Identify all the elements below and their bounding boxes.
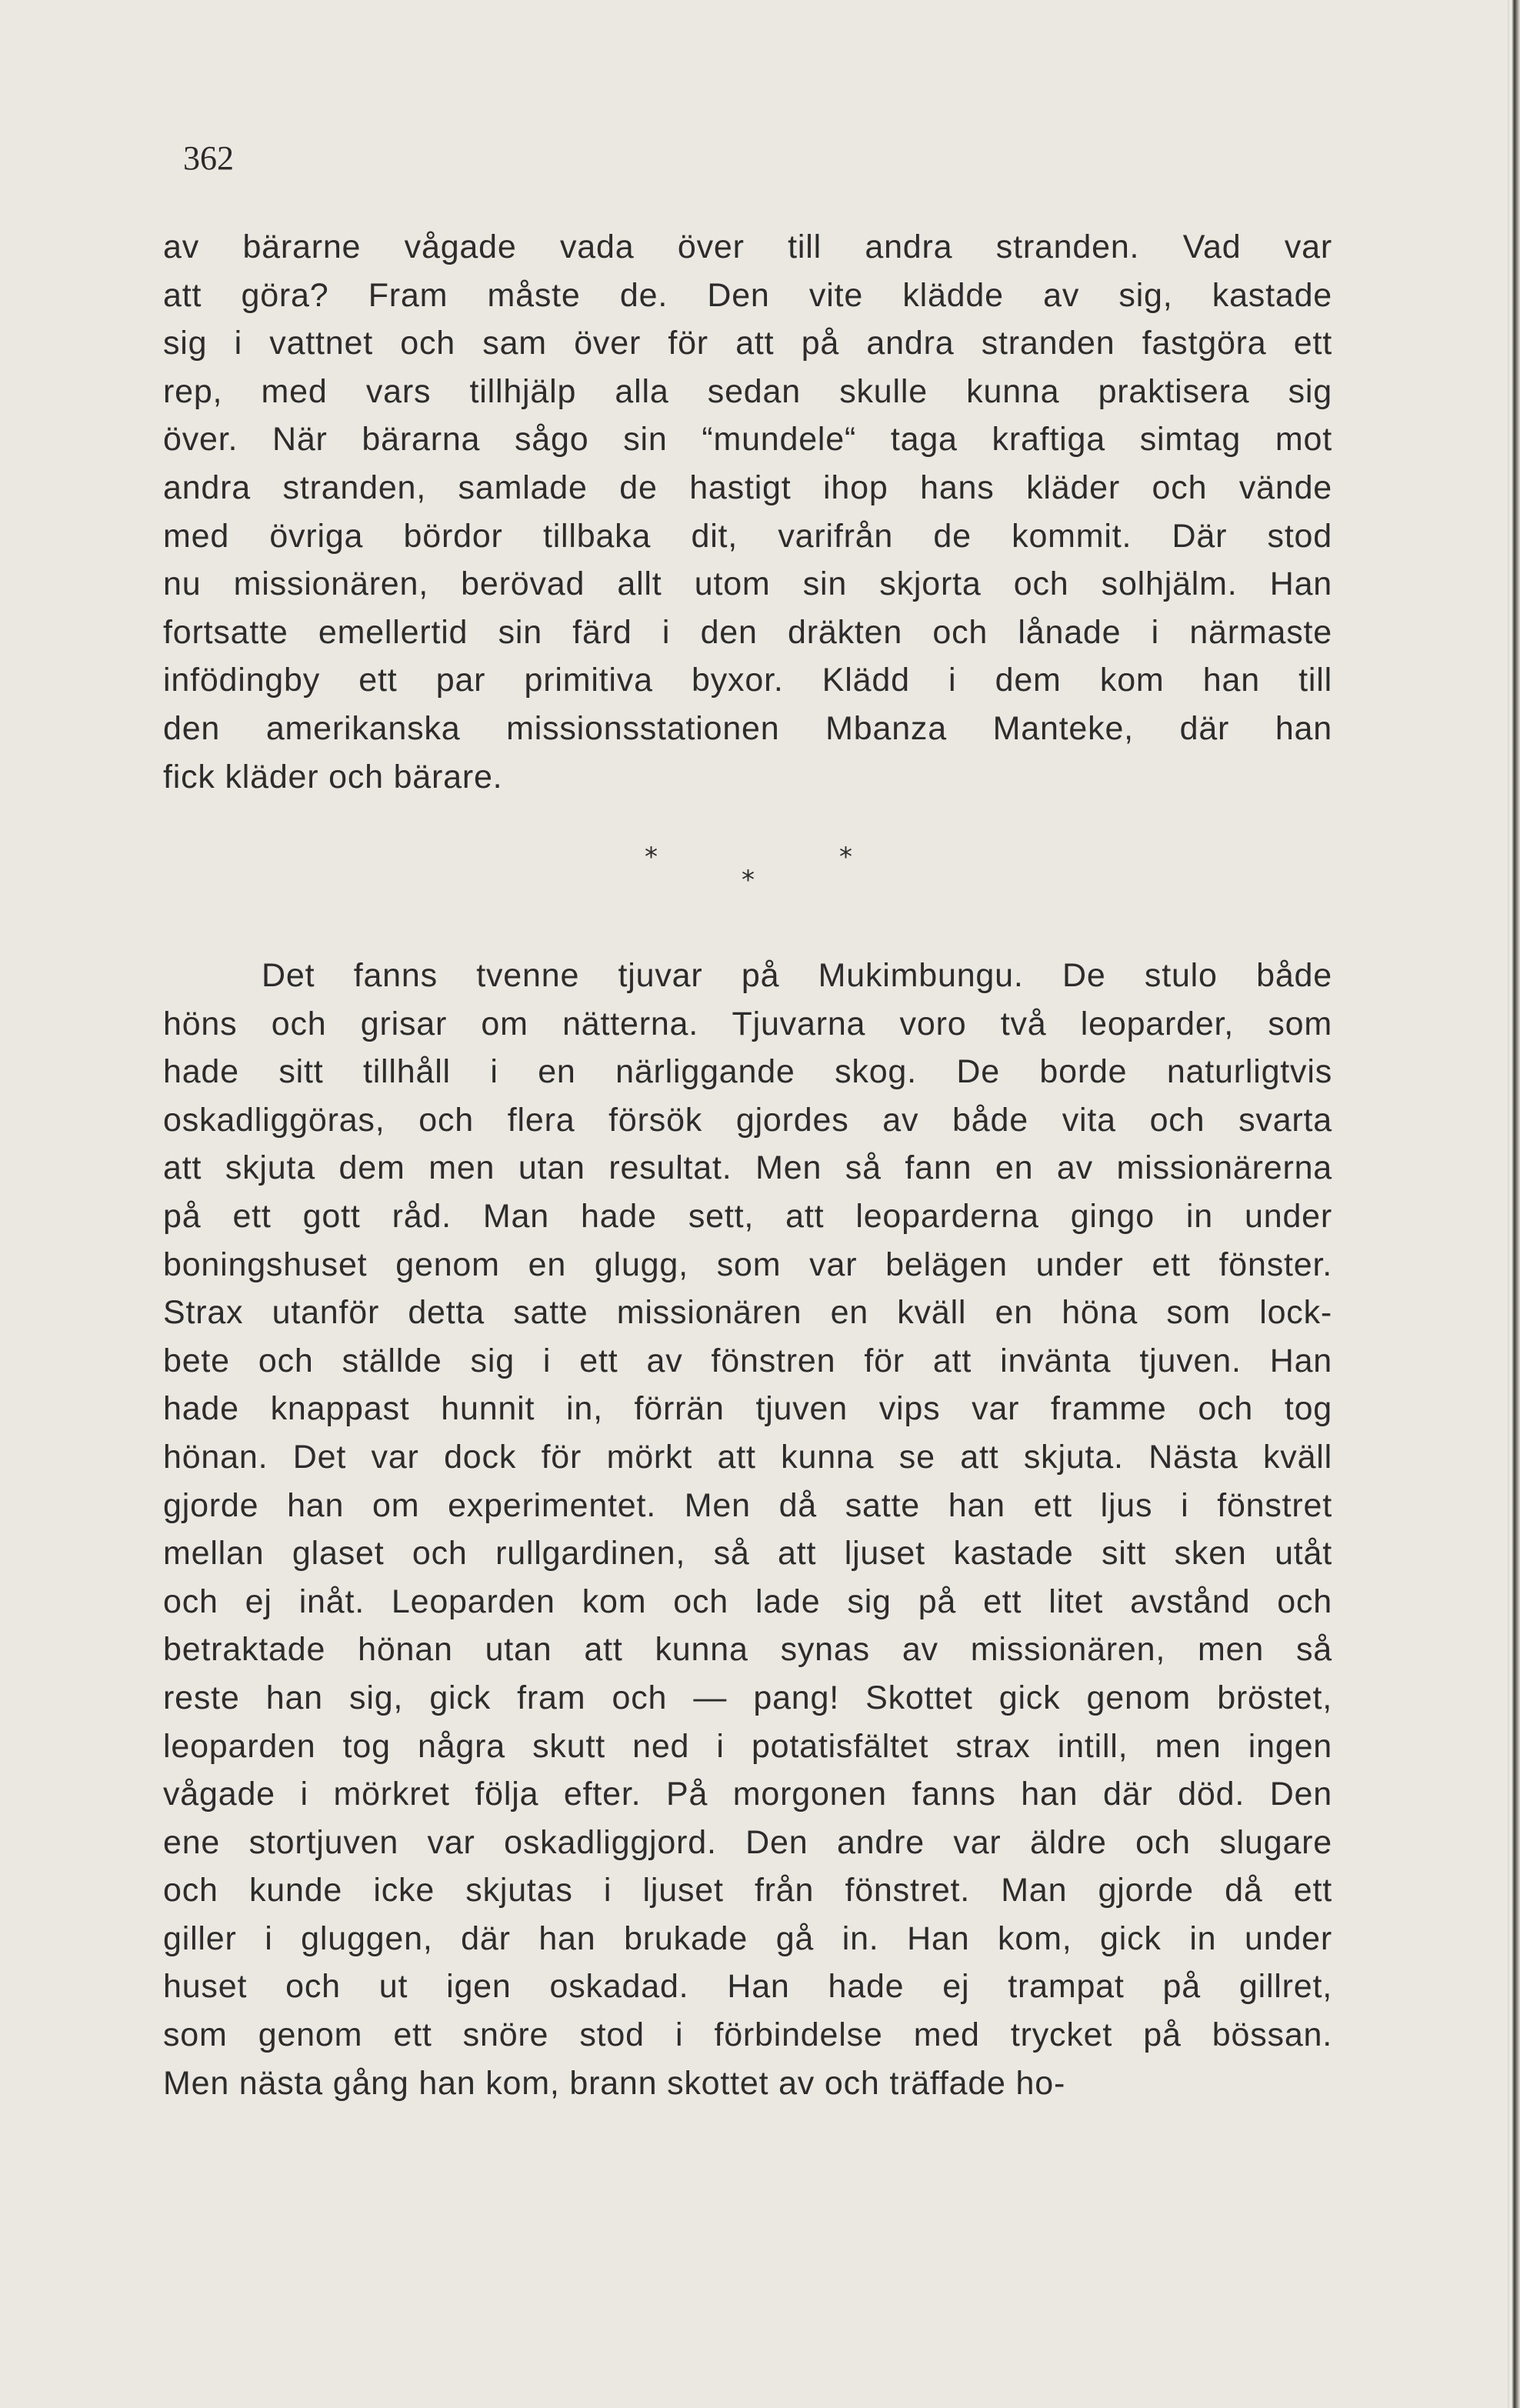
text-line: över. När bärarna sågo sin “mundele“ taga kraftiga simtag mot [163, 421, 1332, 459]
text-line: Det fanns tvenne tjuvar på Mukimbungu. De stulo både [262, 957, 1332, 994]
text-line: nu missionären, berövad allt utom sin skjorta och solhjälm. Han [163, 565, 1332, 603]
text-line: och ej inåt. Leoparden kom och lade sig på ett litet avstånd och [163, 1583, 1332, 1620]
text-line: reste han sig, gick fram och — pang! Skottet gick genom bröstet, [163, 1679, 1332, 1716]
page-number: 362 [183, 139, 234, 177]
separator-star-2: * [839, 842, 852, 872]
text-line: gjorde han om experimentet. Men då satte han ett ljus i fönstret [163, 1486, 1332, 1524]
text-line: mellan glaset och rullgardinen, så att ljuset kastade sitt sken utåt [163, 1535, 1332, 1573]
text-line: att göra? Fram måste de. Den vite klädde av sig, kastade [163, 276, 1332, 314]
text-line: höns och grisar om nätterna. Tjuvarna voro två leoparder, som [163, 1005, 1332, 1042]
text-line: med övriga bördor tillbaka dit, varifrån de kommit. Där stod [163, 517, 1332, 555]
text-line: att skjuta dem men utan resultat. Men så fann en av missionärerna [163, 1149, 1332, 1187]
text-line: giller i gluggen, där han brukade gå in. Han kom, gick in under [163, 1919, 1332, 1957]
text-line: boningshuset genom en glugg, som var belägen under ett fönster. [163, 1246, 1332, 1283]
text-line: på ett gott råd. Man hade sett, att leoparderna gingo in under [163, 1197, 1332, 1235]
page-edge [1508, 0, 1520, 2408]
text-line: huset och ut igen oskadad. Han hade ej trampat på gillret, [163, 1968, 1332, 2006]
text-line: bete och ställde sig i ett av fönstren för att invänta tjuven. Han [163, 1342, 1332, 1379]
separator-star-3: * [742, 865, 755, 895]
paragraph-1 [163, 223, 1332, 801]
text-line: Strax utanför detta satte missionären en kväll en höna som lock- [163, 1294, 1332, 1332]
text-line: andra stranden, samlade de hastigt ihop hans kläder och vände [163, 469, 1332, 506]
text-line: hönan. Det var dock för mörkt att kunna se att skjuta. Nästa kväll [163, 1438, 1332, 1476]
text-line: hade knappast hunnit in, förrän tjuven vips var framme och tog [163, 1390, 1332, 1428]
separator-star-1: * [645, 842, 658, 872]
text-line: Men nästa gång han kom, brann skottet av och träffade ho- [163, 2064, 1066, 2102]
text-line: leoparden tog några skutt ned i potatisfältet strax intill, men ingen [163, 1727, 1332, 1765]
text-line: oskadliggöras, och flera försök gjordes av både vita och svarta [163, 1101, 1332, 1139]
text-line: rep, med vars tillhjälp alla sedan skulle kunna praktisera sig [163, 372, 1332, 410]
text-line: betraktade hönan utan att kunna synas av missionären, men så [163, 1631, 1332, 1669]
text-line: sig i vattnet och sam över för att på andra stranden fastgöra ett [163, 325, 1332, 362]
text-line: ene stortjuven var oskadliggjord. Den andre var äldre och slugare [163, 1823, 1332, 1861]
text-line: fortsatte emellertid sin färd i den dräkten och lånade i närmaste [163, 613, 1332, 651]
text-line: fick kläder och bärare. [163, 758, 503, 795]
paragraph-2 [163, 952, 1332, 2107]
text-line: infödingby ett par primitiva byxor. Klädd i dem kom han till [163, 662, 1332, 699]
text-line: hade sitt tillhåll i en närliggande skog. De borde naturligtvis [163, 1053, 1332, 1091]
text-line: den amerikanska missionsstationen Mbanza Manteke, där han [163, 709, 1332, 747]
text-line: och kunde icke skjutas i ljuset från fönstret. Man gjorde då ett [163, 1872, 1332, 1909]
text-line: som genom ett snöre stod i förbindelse med trycket på bössan. [163, 2016, 1332, 2054]
text-line: av bärarne vågade vada över till andra stranden. Vad var [163, 228, 1332, 265]
text-line: vågade i mörkret följa efter. På morgonen fanns han där död. Den [163, 1776, 1332, 1813]
